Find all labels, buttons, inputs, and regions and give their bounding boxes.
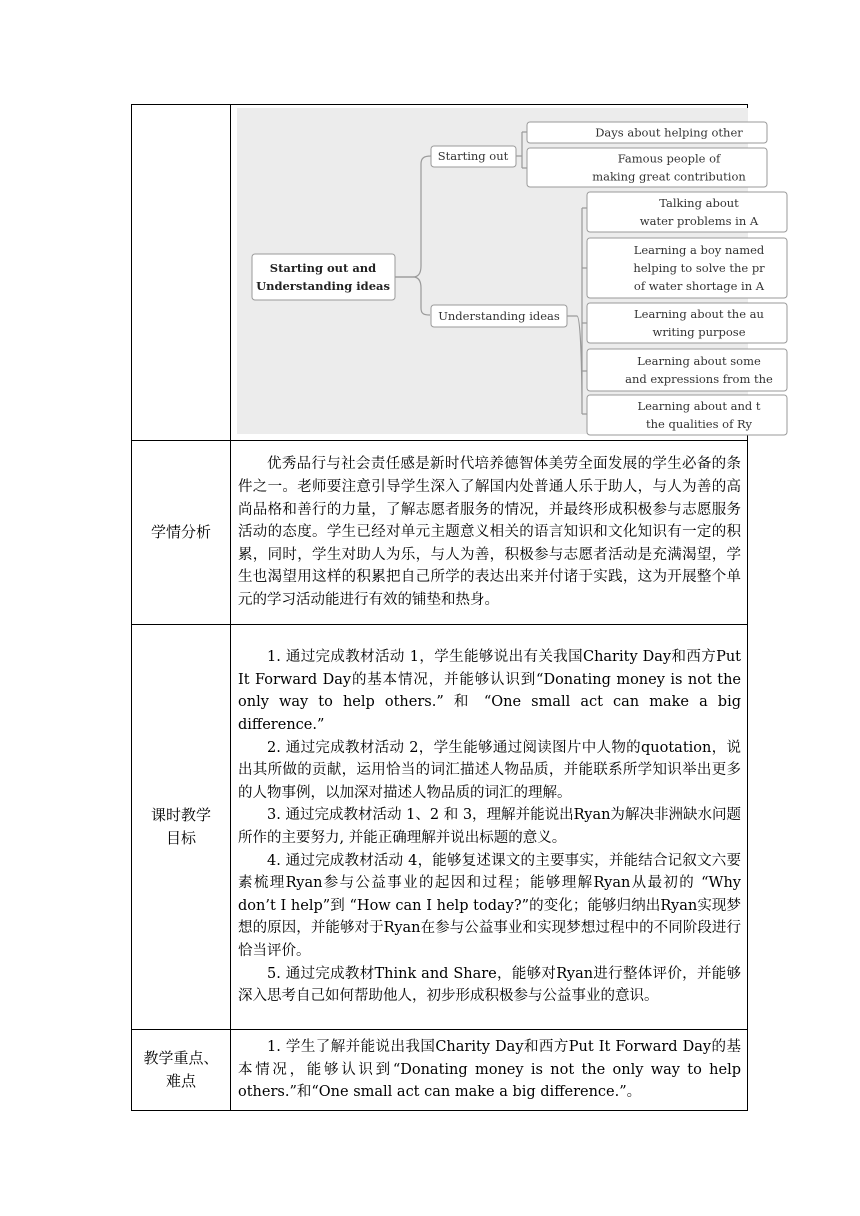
branch-starting-out-label-line-1: Starting out bbox=[437, 149, 509, 163]
analysis-row bbox=[132, 441, 748, 625]
lesson-plan-table bbox=[131, 104, 773, 1111]
goal-item-3: 3. 通过完成教材活动 1、2 和 3，理解并能说出Ryan为解决非洲缺水问题所作的主要努力, 并能正确理解并说出标题的意义。 bbox=[238, 807, 741, 846]
understanding-child-2-text-line-2: helping to solve the pr bbox=[633, 261, 765, 275]
key-points-label bbox=[132, 1030, 231, 1111]
goals-label bbox=[132, 625, 231, 1030]
goals-label-line1: 课时教学 bbox=[150, 806, 211, 824]
goals-content bbox=[231, 625, 748, 1030]
mindmap-cell bbox=[231, 105, 773, 441]
mindmap-diagram bbox=[237, 108, 773, 434]
branch-understanding-label-line-1: Understanding ideas bbox=[438, 309, 560, 323]
root-to-understanding-connector bbox=[395, 277, 430, 315]
mindmap-label-cell bbox=[132, 105, 231, 441]
key-points-label-line1: 教学重点、 bbox=[143, 1049, 219, 1067]
analysis-paragraph: 优秀品行与社会责任感是新时代培养德智体美劳全面发展的学生必备的条件之一。老师要注意引导学生深入了解国内处普通人乐于助人，与人为善的高尚品格和善行的力量，了解志愿者服务的情况，并最终形成积极参与志愿服务活动的态度。学生已经对单元主题意义相关的语言知识和文化知识有一定的积累，同时，学生对助人为乐，与人为善，积极参与志愿者活动是充满渴望，学生也渴望用这样的积累把自己所学的表达出来并付诸于实践，这为开展整个单元的学习活动能进行有效的铺垫和热身。 bbox=[238, 456, 741, 608]
understanding-child-5-text-line-2: the qualities of Ry bbox=[646, 417, 752, 431]
understanding-children-connector bbox=[567, 208, 587, 414]
starting-out-child-2-text-line-2: making great contribution bbox=[592, 169, 746, 184]
analysis-label: 学情分析 bbox=[132, 441, 231, 625]
starting-out-child-1-text-line-1: Days about helping other bbox=[595, 125, 743, 140]
key-points-label-line2: 难点 bbox=[165, 1072, 196, 1090]
analysis-content bbox=[231, 441, 748, 625]
understanding-child-1-text-line-1: Talking about bbox=[659, 196, 739, 210]
understanding-child-3-text-line-1: Learning about the au bbox=[634, 307, 764, 321]
goal-item-5: 5. 通过完成教材Think and Share，能够对Ryan进行整体评价，并能够深入思考自己如何帮助他人，初步形成积极参与公益事业的意识。 bbox=[238, 965, 741, 1005]
starting-out-children-connector bbox=[516, 132, 527, 168]
key-points-row bbox=[132, 1030, 748, 1111]
root-to-starting-out-connector bbox=[395, 156, 431, 277]
goal-item-2: 2. 通过完成教材活动 2，学生能够通过阅读图片中人物的quotation，说出其所做的贡献，运用恰当的词汇描述人物品质，并能联系所学知识举出更多的人物事例，以加深对描述人物品质的词汇的理解。 bbox=[238, 739, 741, 801]
mindmap-svg bbox=[237, 108, 773, 434]
starting-out-child-2-text-line-1: Famous people of bbox=[617, 151, 721, 166]
goals-label-line2: 目标 bbox=[165, 829, 196, 847]
key-points-content bbox=[231, 1030, 748, 1111]
understanding-child-4-text-line-1: Learning about some bbox=[637, 354, 761, 368]
mindmap-root-label-line-2: Understanding ideas bbox=[256, 279, 390, 293]
mindmap-root-label-line-1: Starting out and bbox=[269, 261, 377, 275]
understanding-child-4-text-line-2: and expressions from the bbox=[625, 372, 773, 386]
understanding-child-2-text-line-1: Learning a boy named bbox=[633, 243, 765, 257]
key-point-item-1: 1. 学生了解并能说出我国Charity Day和西方Put It Forward Day的基本情况，能够认识到“Donating money is not the only way to help others.”和“One small act can make a big difference.”。 bbox=[238, 1039, 741, 1101]
understanding-child-2-text-line-3: of water shortage in A bbox=[633, 279, 765, 293]
understanding-child-3-text-line-2: writing purpose bbox=[652, 325, 746, 339]
mindmap-row bbox=[132, 105, 748, 441]
goal-item-1: 1. 通过完成教材活动 1，学生能够说出有关我国Charity Day和西方Put It Forward Day的基本情况，并能够认识到“Donating money is not the only way to help others.” 和 “One small act can make a big difference.” bbox=[238, 649, 741, 734]
understanding-child-1-text-line-2: water problems in A bbox=[639, 214, 759, 228]
understanding-child-5-text-line-1: Learning about and t bbox=[637, 399, 761, 413]
goal-item-4: 4. 通过完成教材活动 4，能够复述课文的主要事实，并能结合记叙文六要素梳理Ryan参与公益事业的起因和过程；能够理解Ryan从最初的 “Why don’t I help”到 “How can I help today?”的变化；能够归纳出Ryan实现梦想的原因，并能够对于Ryan在参与公益事业和实现梦想过程中的不同阶段进行恰当评价。 bbox=[238, 852, 741, 959]
goals-row bbox=[132, 625, 748, 1030]
